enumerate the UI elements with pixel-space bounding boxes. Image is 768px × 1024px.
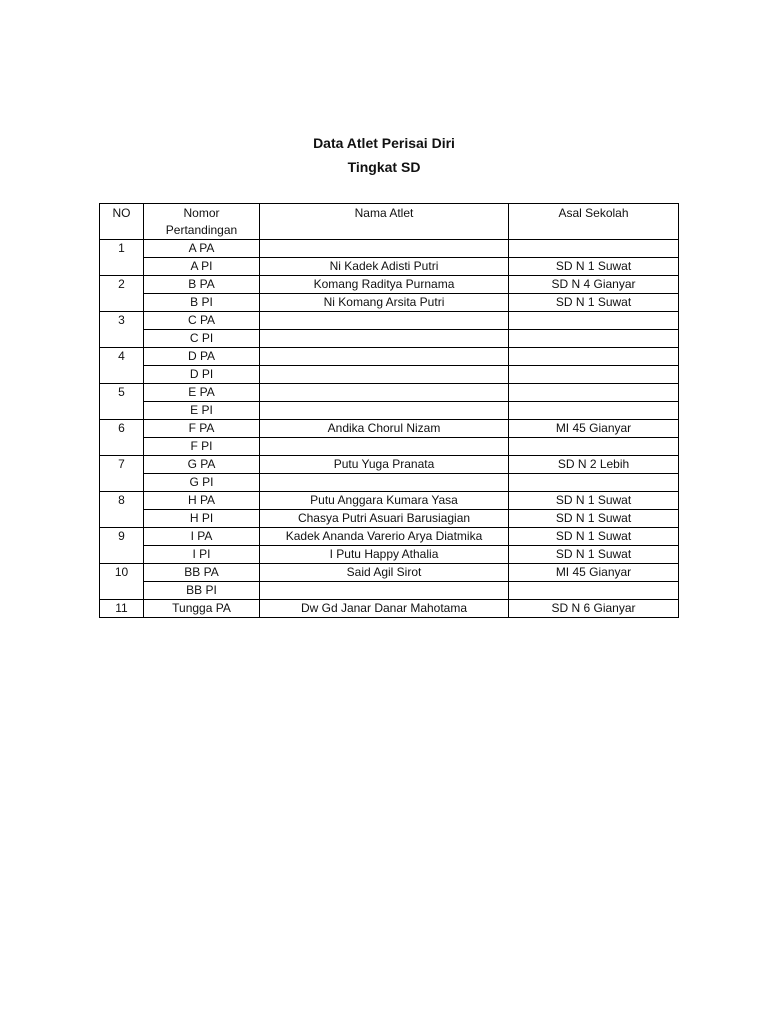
cell-asal-sekolah [509,384,679,402]
cell-nomor-pertandingan: B PI [144,294,260,312]
cell-asal-sekolah: SD N 1 Suwat [509,528,679,546]
cell-nama-atlet [260,474,509,492]
table-row [100,366,679,384]
cell-nomor-pertandingan: I PA [144,528,260,546]
cell-asal-sekolah [509,240,679,258]
cell-nomor-pertandingan: G PA [144,456,260,474]
cell-nomor-pertandingan: A PA [144,240,260,258]
table-row [100,474,679,492]
cell-asal-sekolah [509,348,679,366]
cell-nomor-pertandingan: C PI [144,330,260,348]
cell-nama-atlet: Said Agil Sirot [260,564,509,582]
table-row [100,276,679,294]
cell-nama-atlet: Ni Komang Arsita Putri [260,294,509,312]
table-row [100,510,679,528]
document-title: Data Atlet Perisai Diri [313,135,455,151]
cell-asal-sekolah: SD N 1 Suwat [509,492,679,510]
table-row [100,582,679,600]
cell-asal-sekolah: SD N 6 Gianyar [509,600,679,618]
cell-no: 6 [100,420,144,456]
cell-no: 1 [100,240,144,276]
cell-no: 9 [100,528,144,564]
table-row [100,258,679,276]
cell-nomor-pertandingan: B PA [144,276,260,294]
cell-nomor-pertandingan: A PI [144,258,260,276]
cell-nama-atlet [260,330,509,348]
cell-no: 2 [100,276,144,312]
header-nomor-line1: Nomor [183,206,220,220]
cell-no: 8 [100,492,144,528]
cell-nomor-pertandingan: F PI [144,438,260,456]
cell-nama-atlet [260,438,509,456]
cell-no: 7 [100,456,144,492]
table-row [100,528,679,546]
cell-no: 10 [100,564,144,600]
cell-nama-atlet [260,348,509,366]
cell-nomor-pertandingan: H PI [144,510,260,528]
header-nomor-pertandingan [144,204,260,240]
cell-nama-atlet: Komang Raditya Purnama [260,276,509,294]
cell-asal-sekolah: SD N 4 Gianyar [509,276,679,294]
athlete-table [99,203,679,618]
cell-nomor-pertandingan: E PA [144,384,260,402]
table-body [100,240,679,618]
table-row [100,240,679,258]
cell-nama-atlet: I Putu Happy Athalia [260,546,509,564]
table-row [100,294,679,312]
cell-nama-atlet: Putu Anggara Kumara Yasa [260,492,509,510]
cell-nama-atlet: Ni Kadek Adisti Putri [260,258,509,276]
table-row [100,600,679,618]
cell-asal-sekolah [509,474,679,492]
cell-nama-atlet [260,240,509,258]
cell-nomor-pertandingan: BB PA [144,564,260,582]
header-nama-atlet: Nama Atlet [260,204,509,240]
table-row [100,420,679,438]
table-row [100,456,679,474]
cell-nama-atlet: Dw Gd Janar Danar Mahotama [260,600,509,618]
cell-nomor-pertandingan: D PA [144,348,260,366]
cell-nomor-pertandingan: F PA [144,420,260,438]
cell-asal-sekolah [509,582,679,600]
cell-no: 3 [100,312,144,348]
cell-nama-atlet [260,582,509,600]
cell-nama-atlet: Kadek Ananda Varerio Arya Diatmika [260,528,509,546]
header-asal-sekolah: Asal Sekolah [509,204,679,240]
cell-nomor-pertandingan: I PI [144,546,260,564]
table-row [100,312,679,330]
cell-nama-atlet [260,366,509,384]
header-no: NO [100,204,144,240]
cell-asal-sekolah: SD N 2 Lebih [509,456,679,474]
header-nomor-line2: Pertandingan [165,223,238,237]
cell-nama-atlet: Andika Chorul Nizam [260,420,509,438]
cell-nomor-pertandingan: E PI [144,402,260,420]
header-row [100,204,679,240]
table-row [100,384,679,402]
cell-nama-atlet [260,384,509,402]
cell-no: 4 [100,348,144,384]
table-row [100,348,679,366]
cell-nama-atlet [260,312,509,330]
cell-nama-atlet: Chasya Putri Asuari Barusiagian [260,510,509,528]
cell-nama-atlet [260,402,509,420]
table-row [100,492,679,510]
table-row [100,402,679,420]
cell-asal-sekolah [509,402,679,420]
cell-nomor-pertandingan: D PI [144,366,260,384]
cell-nomor-pertandingan: H PA [144,492,260,510]
table-header [100,204,679,240]
table-row [100,546,679,564]
cell-asal-sekolah [509,366,679,384]
cell-nama-atlet: Putu Yuga Pranata [260,456,509,474]
cell-asal-sekolah: SD N 1 Suwat [509,546,679,564]
cell-asal-sekolah: SD N 1 Suwat [509,510,679,528]
cell-asal-sekolah: SD N 1 Suwat [509,258,679,276]
cell-nomor-pertandingan: C PA [144,312,260,330]
table-row [100,330,679,348]
cell-asal-sekolah [509,330,679,348]
cell-asal-sekolah: MI 45 Gianyar [509,564,679,582]
document-subtitle: Tingkat SD [347,159,421,175]
table-row [100,438,679,456]
table-row [100,564,679,582]
cell-nomor-pertandingan: G PI [144,474,260,492]
cell-asal-sekolah: SD N 1 Suwat [509,294,679,312]
cell-no: 11 [100,600,144,618]
cell-asal-sekolah [509,312,679,330]
cell-asal-sekolah: MI 45 Gianyar [509,420,679,438]
cell-asal-sekolah [509,438,679,456]
cell-no: 5 [100,384,144,420]
cell-nomor-pertandingan: BB PI [144,582,260,600]
cell-nomor-pertandingan: Tungga PA [144,600,260,618]
